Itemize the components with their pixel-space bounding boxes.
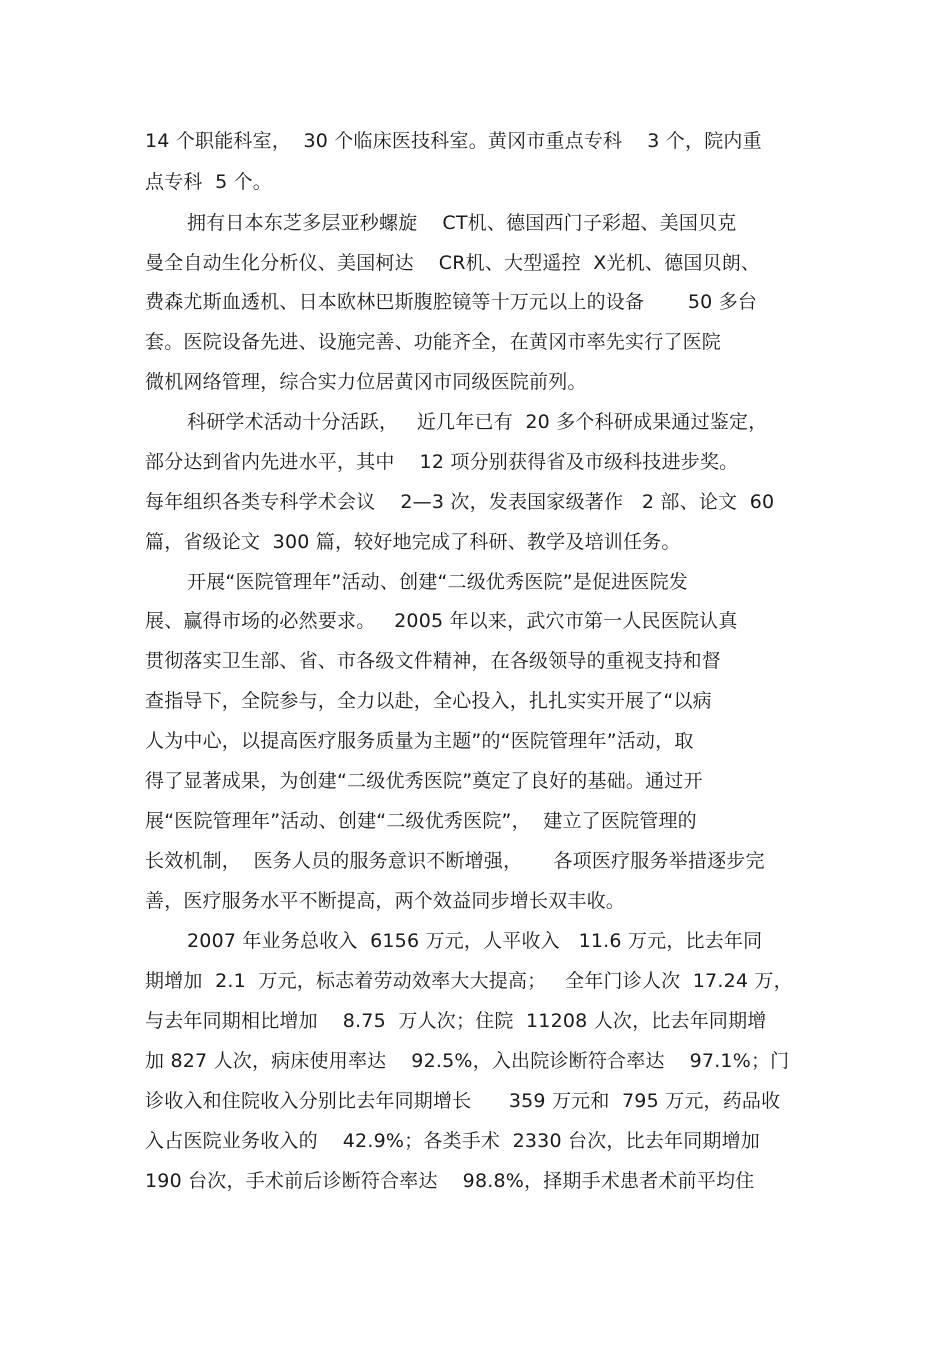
text-line: 190 台次，手术前后诊断符合率达 98.8%，择期手术患者术前平均住 — [145, 1170, 755, 1192]
text-line: 查指导下，全院参与，全力以赴，全心投入，扎扎实实开展了“以病 — [145, 690, 712, 712]
text-line: 套。医院设备先进、设施完善、功能齐全，在黄冈市率先实行了医院 — [145, 331, 722, 353]
text-line: 人为中心，以提高医疗服务质量为主题”的“医院管理年”活动，取 — [145, 730, 694, 752]
text-line: 篇，省级论文 300 篇，较好地完成了科研、教学及培训任务。 — [145, 531, 681, 553]
text-line: 曼全自动生化分析仪、美国柯达 CR机、大型遥控 X光机、德国贝朗、 — [145, 252, 761, 274]
text-line: 入占医院业务收入的 42.9%；各类手术 2330 台次，比去年同期增加 — [145, 1130, 760, 1152]
paragraph-start-line: 2007 年业务总收入 6156 万元，人平收入 11.6 万元，比去年同 — [187, 930, 763, 952]
text-line: 展“医院管理年”活动、创建“二级优秀医院”， 建立了医院管理的 — [145, 810, 697, 832]
text-line: 展、赢得市场的必然要求。 2005 年以来，武穴市第一人民医院认真 — [145, 610, 738, 632]
text-line: 贯彻落实卫生部、省、市各级文件精神，在各级领导的重视支持和督 — [145, 650, 722, 672]
text-line: 点专科 5 个。 — [145, 171, 273, 193]
text-line: 微机网络管理，综合实力位居黄冈市同级医院前列。 — [145, 371, 587, 393]
text-line: 部分达到省内先进水平，其中 12 项分别获得省及市级科技进步奖。 — [145, 451, 739, 473]
text-line: 加 827 人次，病床使用率达 92.5%，入出院诊断符合率达 97.1%；门 — [145, 1050, 790, 1072]
text-line: 费森尤斯血透机、日本欧林巴斯腹腔镜等十万元以上的设备 50 多台 — [145, 291, 758, 313]
text-line: 善，医疗服务水平不断提高，两个效益同步增长双丰收。 — [145, 890, 626, 912]
paragraph-start-line: 科研学术活动十分活跃， 近几年已有 20 多个科研成果通过鉴定， — [187, 411, 768, 433]
text-line: 期增加 2.1 万元，标志着劳动效率大大提高； 全年门诊人次 17.24 万， — [145, 970, 793, 992]
text-line: 每年组织各类专科学术会议 2—3 次，发表国家级著作 2 部、论文 60 — [145, 491, 775, 513]
text-line: 14 个职能科室， 30 个临床医技科室。黄冈市重点专科 3 个，院内重 — [145, 130, 762, 152]
text-line: 长效机制， 医务人员的服务意识不断增强， 各项医疗服务举措逐步完 — [145, 850, 765, 872]
paragraph-start-line: 拥有日本东芝多层亚秒螺旋 CT机、德国西门子彩超、美国贝克 — [187, 212, 737, 234]
text-line: 与去年同期相比增加 8.75 万人次；住院 11208 人次，比去年同期增 — [145, 1010, 767, 1032]
text-line: 得了显著成果，为创建“二级优秀医院”奠定了良好的基础。通过开 — [145, 770, 703, 792]
paragraph-start-line: 开展“医院管理年”活动、创建“二级优秀医院”是促进医院发 — [187, 571, 688, 593]
text-line: 诊收入和住院收入分别比去年同期增长 359 万元和 795 万元，药品收 — [145, 1090, 781, 1112]
